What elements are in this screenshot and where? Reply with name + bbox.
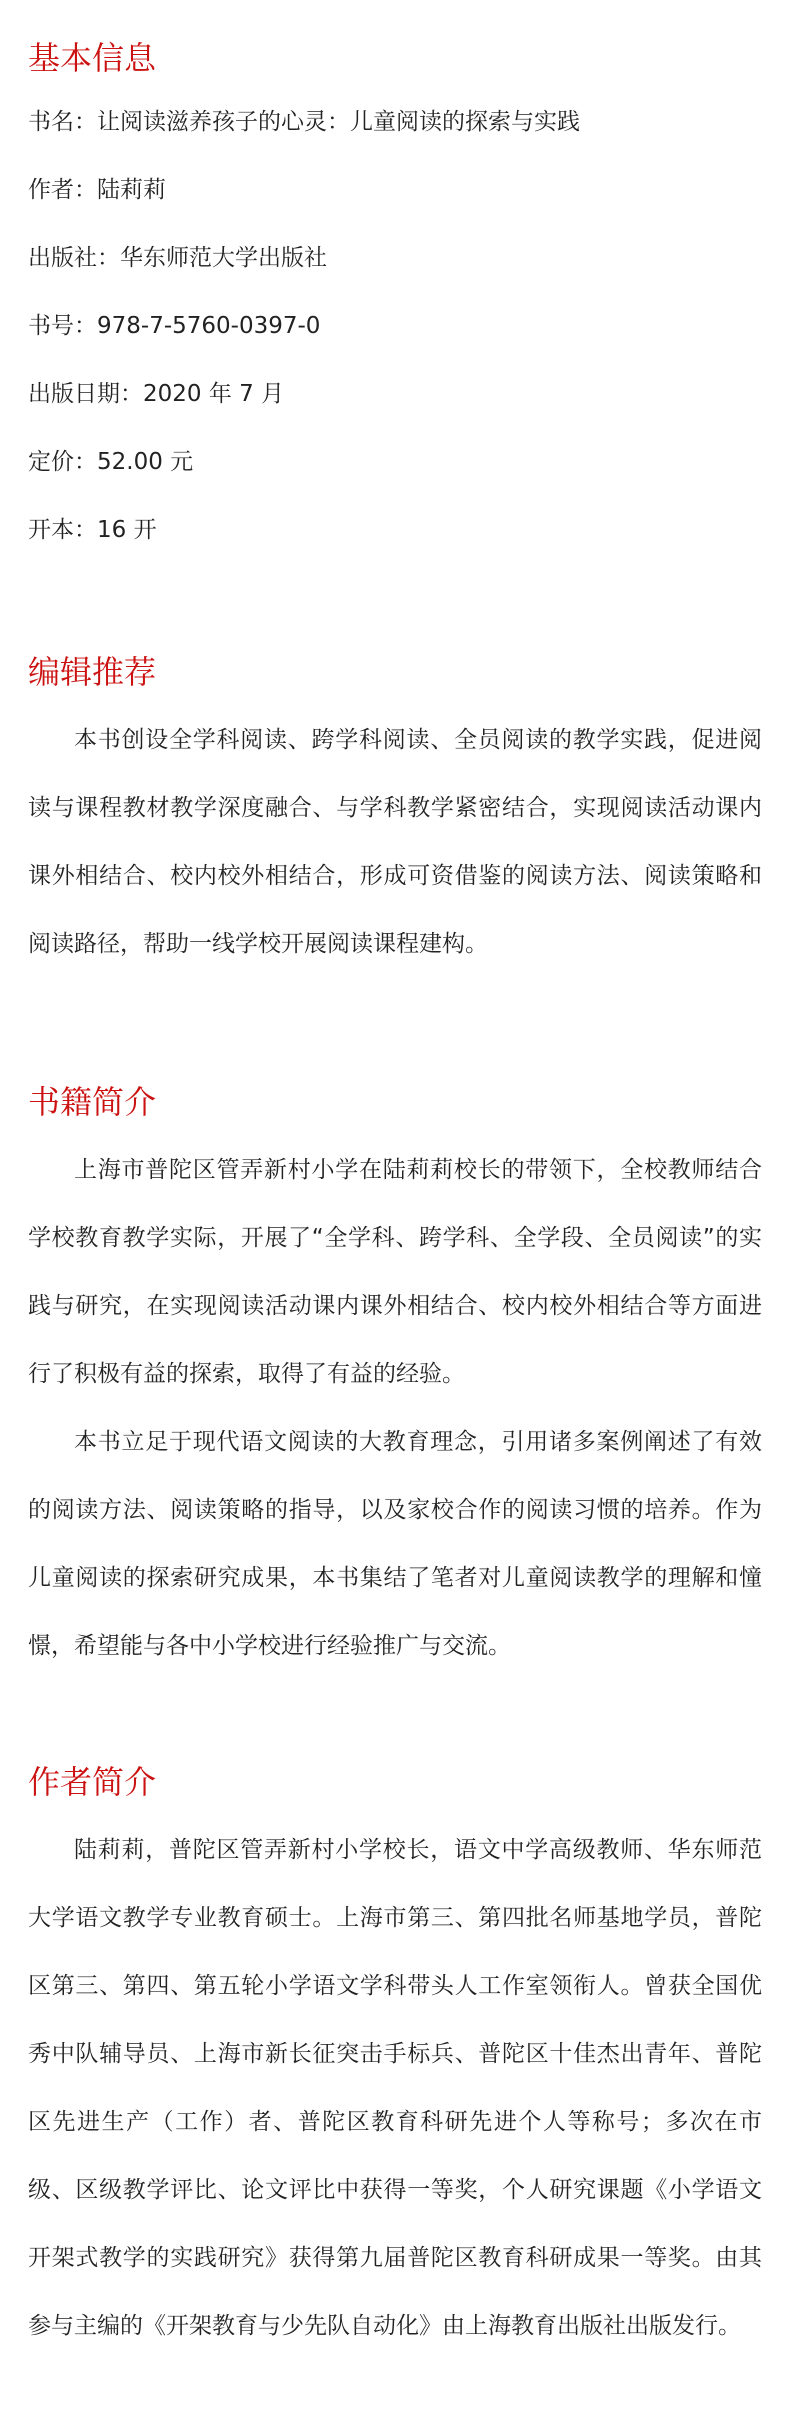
info-isbn: 书号：978-7-5760-0397-0 xyxy=(28,313,321,339)
info-book-title: 书名：让阅读滋养孩子的心灵：儿童阅读的探索与实践 xyxy=(28,109,580,135)
book-intro-paragraph: 本书立足于现代语文阅读的大教育理念，引用诸多案例阐述了有效的阅读方法、阅读策略的指导，以及家校合作的阅读习惯的培养。作为儿童阅读的探索研究成果，本书集结了笔者对儿童阅读教学的理解和憧憬，希望能与各中小学校进行经验推广与交流。 xyxy=(28,1429,762,1659)
author-intro-body xyxy=(28,1816,762,2360)
editor-recommend-title: 编辑推荐 xyxy=(28,653,157,691)
author-intro-title: 作者简介 xyxy=(28,1763,157,1801)
info-price: 定价：52.00 元 xyxy=(28,449,194,475)
info-publish-date: 出版日期：2020 年 7 月 xyxy=(28,381,285,407)
info-author: 作者：陆莉莉 xyxy=(28,177,166,203)
editor-recommend-body xyxy=(28,706,762,978)
info-format: 开本：16 开 xyxy=(28,517,157,543)
editor-recommend-section xyxy=(28,650,762,978)
book-intro-title: 书籍简介 xyxy=(28,1083,157,1121)
author-intro-section xyxy=(28,1760,762,2360)
book-intro-paragraph: 上海市普陀区管弄新村小学在陆莉莉校长的带领下，全校教师结合学校教育教学实际，开展了“全学科、跨学科、全学段、全员阅读”的实践与研究，在实现阅读活动课内课外相结合、校内校外相结合等方面进行了积极有益的探索，取得了有益的经验。 xyxy=(28,1157,762,1387)
editor-recommend-paragraph: 本书创设全学科阅读、跨学科阅读、全员阅读的教学实践，促进阅读与课程教材教学深度融合、与学科教学紧密结合，实现阅读活动课内课外相结合、校内校外相结合，形成可资借鉴的阅读方法、阅读策略和阅读路径，帮助一线学校开展阅读课程建构。 xyxy=(28,727,762,957)
book-intro-section xyxy=(28,1080,762,1680)
author-intro-paragraph: 陆莉莉，普陀区管弄新村小学校长，语文中学高级教师、华东师范大学语文教学专业教育硕士。上海市第三、第四批名师基地学员，普陀区第三、第四、第五轮小学语文学科带头人工作室领衔人。曾获全国优秀中队辅导员、上海市新长征突击手标兵、普陀区十佳杰出青年、普陀区先进生产（工作）者、普陀区教育科研先进个人等称号；多次在市级、区级教学评比、论文评比中获得一等奖，个人研究课题《小学语文开架式教学的实践研究》获得第九届普陀区教育科研成果一等奖。由其参与主编的《开架教育与少先队自动化》由上海教育出版社出版发行。 xyxy=(28,1837,762,2339)
basic-info-title: 基本信息 xyxy=(28,39,157,77)
basic-info-section xyxy=(28,36,762,582)
basic-info-list xyxy=(28,106,762,546)
book-intro-body xyxy=(28,1136,762,1680)
info-publisher: 出版社：华东师范大学出版社 xyxy=(28,245,327,271)
